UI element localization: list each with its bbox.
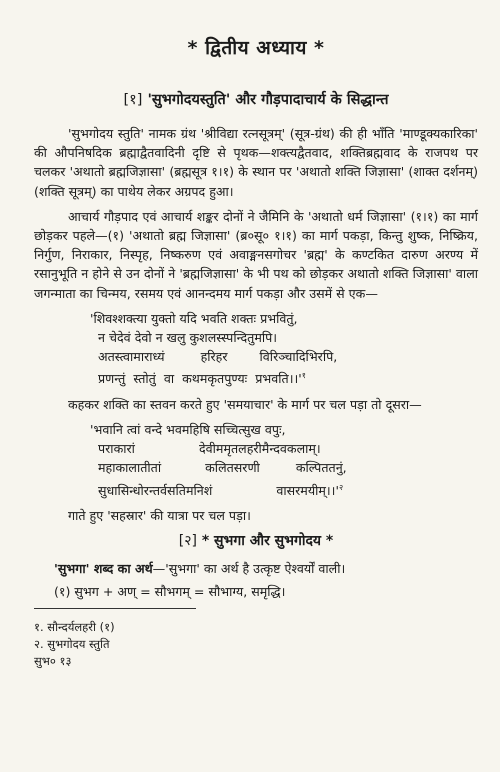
verse-line: महाकालातीतां कलितसरणी कल्पिततनुं, (90, 460, 347, 476)
verse-line-text: प्रणन्तुं स्तोतुं वा कथमकृतपुण्यः प्रभवति।।' (90, 371, 302, 387)
definition-term: 'सुभगा' शब्द का अर्थ (54, 561, 153, 577)
section-title-text: * सुभगा और सुभगोदय * (201, 533, 334, 550)
paragraph-3: कहकर शक्ति का स्तवन करते हुए 'समयाचार' के मार्ग पर चल पड़ा तो दूसरा— (68, 396, 422, 412)
footnote-ref: १ (301, 371, 306, 381)
verse-line: न चेदेवं देवो न खलु कुशलस्स्पन्दितुमपि। (90, 330, 278, 346)
section-number: [१] (123, 92, 143, 108)
verse-line: 'भवानि त्वां वन्दे भवमहिषि सच्चित्सुख वपुः, (90, 422, 286, 438)
chapter-title: * द्वितीय अध्याय * (187, 37, 325, 59)
footnote-2: २. सुभगोदय स्तुति (34, 636, 110, 651)
verse-1 (34, 309, 478, 389)
section-heading-1 (34, 90, 478, 110)
section-number: [२] (178, 533, 197, 550)
verse-line-text: सुधासिन्धोरन्तर्वसतिमनिशं वासरमयीम्।।' (90, 482, 339, 498)
verse-line: अतस्त्वामाराध्यं हरिहर विरिञ्चादिभिरपि, (90, 349, 338, 365)
footnote-divider (34, 608, 196, 609)
definition-paragraph (34, 559, 478, 578)
page-marker: सुभ० १३ (34, 653, 72, 668)
verse-line: पराकारां देवीममृतलहरीमैन्दवकलाम्। (90, 441, 321, 457)
paragraph-4: गाते हुए 'सहस्रार' की यात्रा पर चल पड़ा। (68, 508, 251, 524)
paragraph-1: 'सुभगोदय स्तुति' नामक ग्रंथ 'श्रीविद्या रत्नसूत्रम्' (सूत्र-ग्रंथ) की ही भाँति 'माण्डूक्यकारिका' की औपनिषदिक ब्रह्माद्वैतवादिनी दृष्टि से पृथक—शक्त्यद्वैतवाद, शक्तिब्रह्मवाद के राजपथ पर चलकर 'अथातो ब्रह्मजिज्ञासा' (ब्रह्मसूत्र १।१) के स्थान पर 'अथातो शक्ति जिज्ञासा' (शाक्त दर्शनम्) (शक्ति सूत्रम्) का पाथेय लेकर अग्रपद हुआ। (34, 126, 478, 199)
section-title-text: 'सुभगोदयस्तुति' और गौड़पादाचार्य के सिद्धान्त (147, 92, 389, 108)
definition-text: —'सुभगा' का अर्थ है उत्कृष्ट ऐश्वर्यों वाली। (152, 561, 346, 577)
paragraph-2: आचार्य गौड़पाद एवं आचार्य शङ्कर दोनों ने जैमिनि के 'अथातो धर्म जिज्ञासा' (१।१) का मार्ग छोड़कर पहले—(१) 'अथातो ब्रह्म जिज्ञासा' (ब्र०सू० १।१) का मार्ग पकड़ा, किन्तु शुष्क, निष्क्रिय, निर्गुण, निराकार, निस्पृह, निष्करुण एवं अवाङ्मनसगोचर 'ब्रह्म' के कण्टकित दारुण अरण्य में रसानुभूति न होने से उन दोनों ने 'ब्रह्मजिज्ञासा' के भी पथ को छोड़कर अथातो शक्ति जिज्ञासा' वाला जगन्माता का चिन्मय, रसमय एवं आनन्दमय मार्ग पकड़ा और उसमें से एक— (34, 208, 478, 301)
formula-line: (१) सुभग + अण् = सौभगम् = सौभाग्य, समृद्धि। (54, 584, 286, 600)
section-heading-2 (34, 531, 478, 551)
verse-2 (34, 420, 478, 500)
verse-line: 'शिवश्शक्त्या युक्तो यदि भवति शक्तः प्रभवितुं, (90, 310, 298, 326)
footnote-1: १. सौन्दर्यलहरी (१) (34, 619, 115, 634)
verse-line (90, 478, 478, 500)
footnote-ref: २ (338, 482, 344, 492)
verse-line (90, 366, 478, 388)
